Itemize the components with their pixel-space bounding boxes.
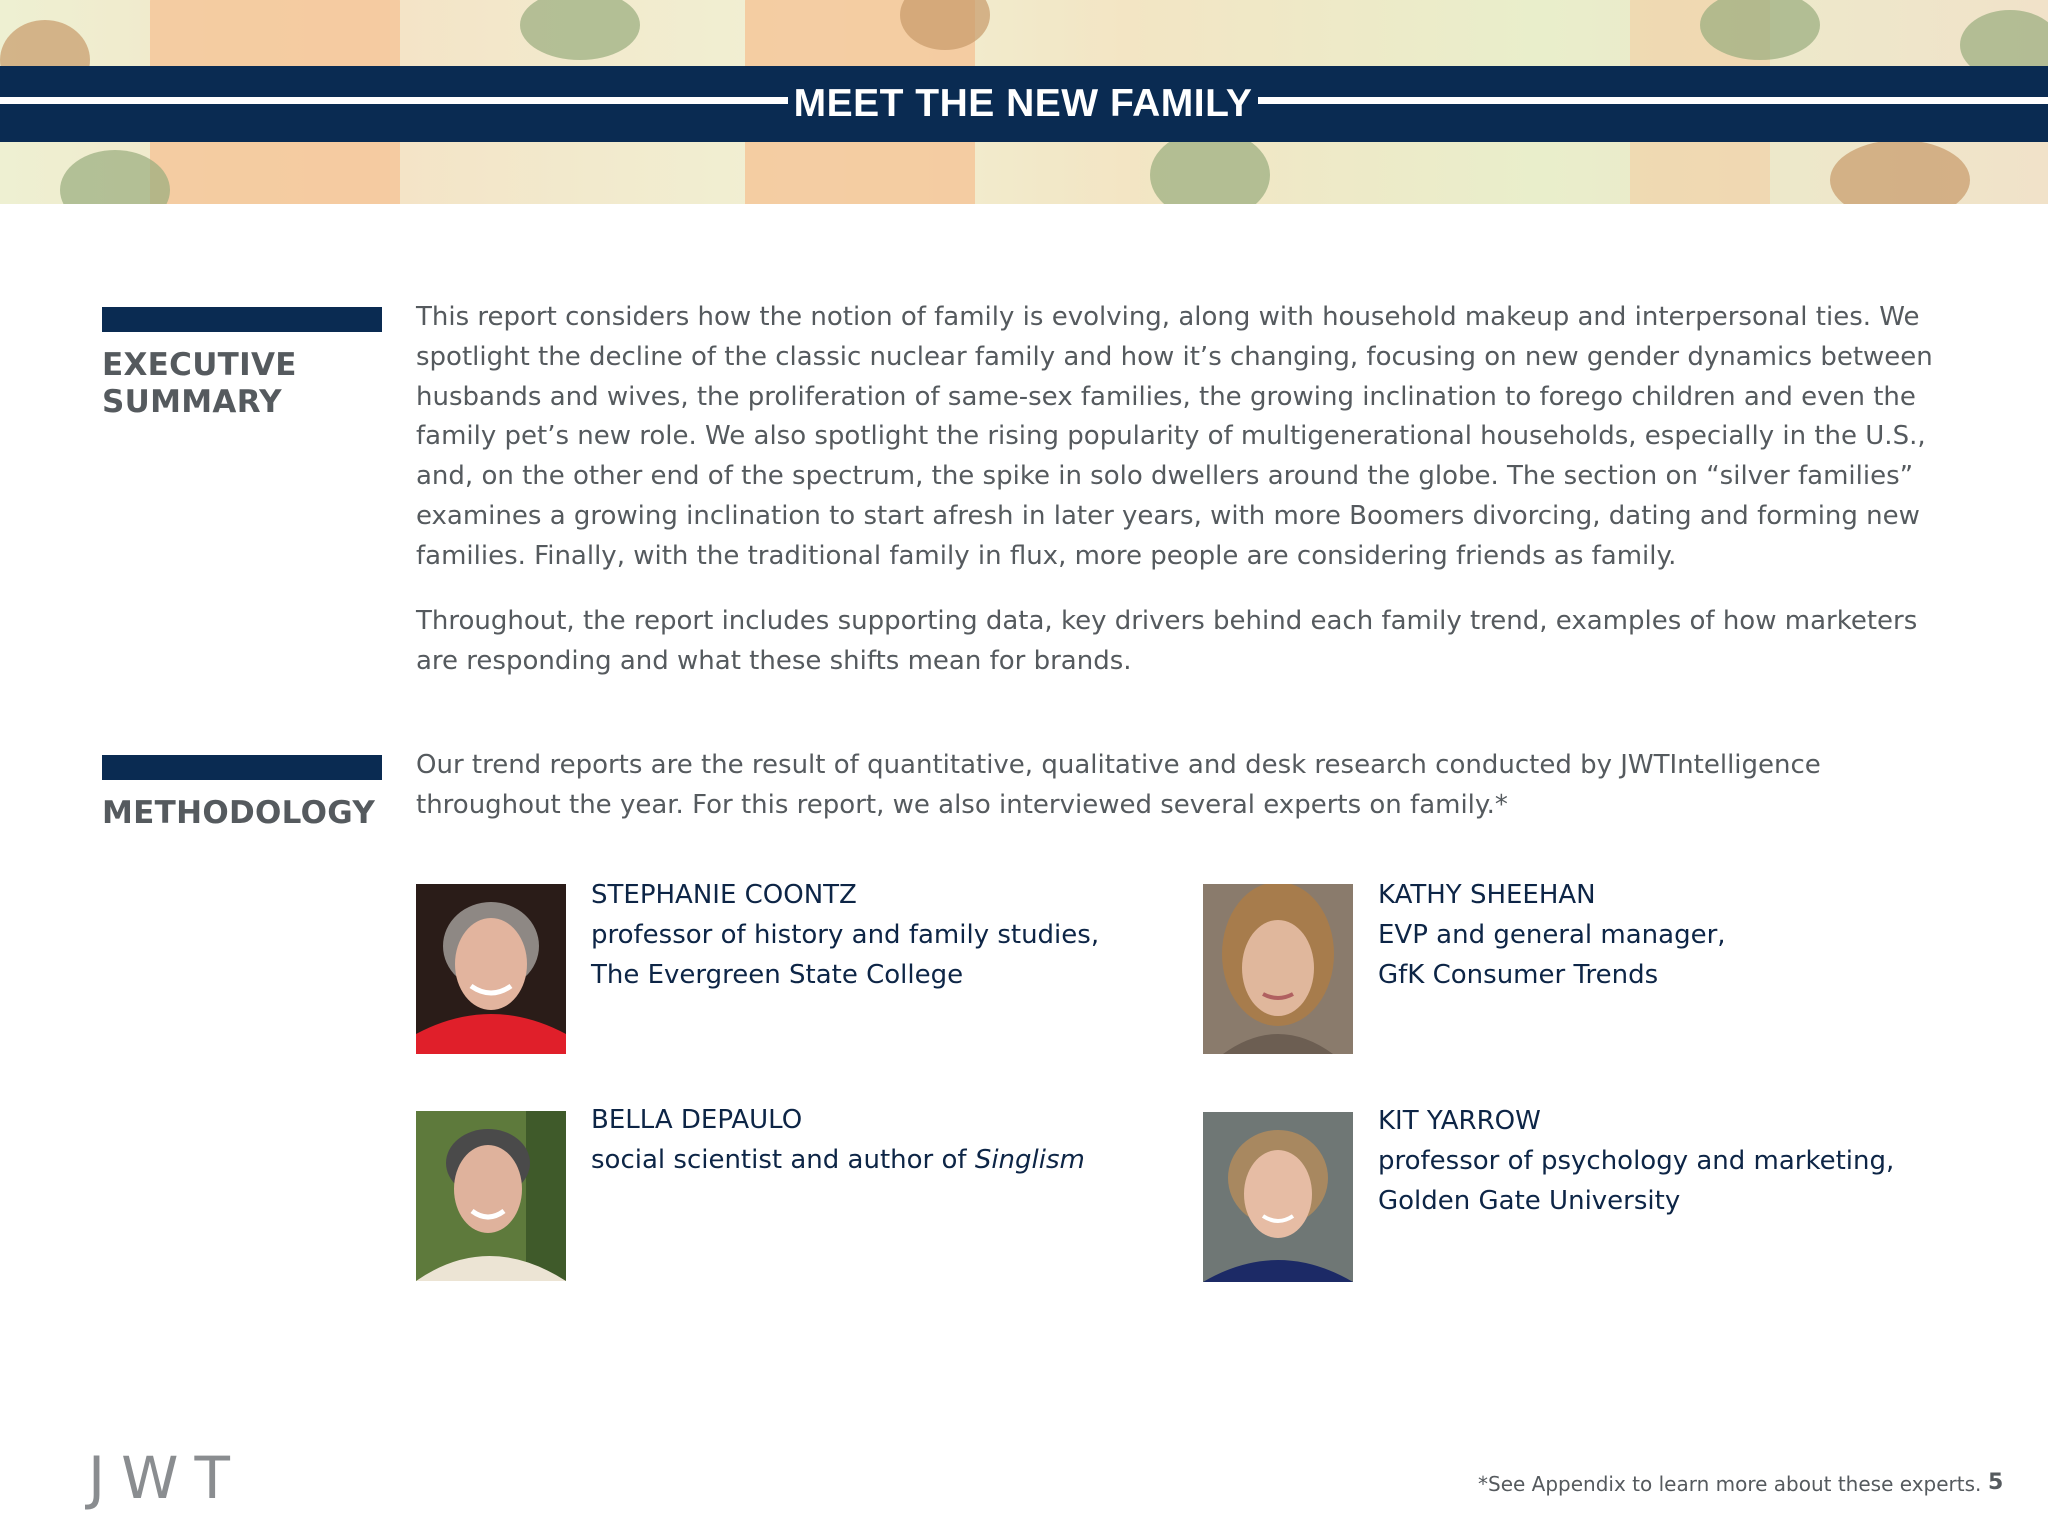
expert-name: STEPHANIE COONTZ: [591, 880, 857, 910]
page-title: MEET THE NEW FAMILY: [793, 82, 1253, 125]
expert-card-kit-yarrow: [1378, 1102, 1998, 1221]
expert-photo-kathy-sheehan: [1203, 884, 1353, 1054]
book-title: Singlism: [974, 1144, 1085, 1175]
methodology-accent-bar: [102, 755, 382, 780]
expert-title: professor of psychology and marketing,: [1378, 1145, 1895, 1176]
expert-photo-bella-depaulo: [416, 1111, 566, 1281]
expert-name: KIT YARROW: [1378, 1106, 1541, 1136]
banner-foliage: [520, 0, 640, 60]
expert-title: EVP and general manager,: [1378, 919, 1726, 950]
jwt-logo: JWT: [88, 1444, 246, 1512]
expert-affiliation: Golden Gate University: [1378, 1185, 1681, 1216]
executive-summary-paragraph-2: Throughout, the report includes supporting data, key drivers behind each family trend, examples of how marketers are responding and what these shifts mean for brands.: [416, 606, 1918, 676]
title-bar: [0, 66, 2048, 142]
executive-summary-accent-bar: [102, 307, 382, 332]
page-number: 5: [1988, 1470, 2004, 1495]
banner-foliage: [1830, 140, 1970, 204]
executive-summary-heading-line1: EXECUTIVE: [102, 347, 297, 383]
expert-title: [591, 1141, 1211, 1181]
executive-summary-heading-line2: SUMMARY: [102, 384, 282, 420]
expert-card-kathy-sheehan: [1378, 876, 1998, 995]
methodology-heading: METHODOLOGY: [102, 795, 376, 831]
executive-summary-paragraph-1: This report considers how the notion of family is evolving, along with household makeup and interpersonal ties. We spotlight the decline of the classic nuclear family and how it’s changing, focusing on new gender dynamics between husbands and wives, the proliferation of same-sex families, the growing inclination to forego children and even the family pet’s new role. We also spotlight the rising popularity of multigenerational households, especially in the U.S., and, on the other end of the spectrum, the spike in solo dwellers around the globe. The section on “silver families” examines a growing inclination to start afresh in later years, with more Boomers divorcing, dating and forming new families. Finally, with the traditional family in flux, more people are considering friends as family.: [416, 302, 1933, 571]
expert-photo-kit-yarrow: [1203, 1112, 1353, 1282]
expert-card-stephanie-coontz: [591, 876, 1211, 995]
expert-card-bella-depaulo: [591, 1101, 1211, 1181]
expert-title-text: social scientist and author of: [591, 1144, 975, 1175]
header-banner: [0, 0, 2048, 204]
expert-affiliation: The Evergreen State College: [591, 959, 964, 990]
title-rule-left: [0, 97, 788, 104]
title-rule-right: [1258, 97, 2048, 104]
expert-name: BELLA DEPAULO: [591, 1105, 803, 1135]
executive-summary-heading: [102, 347, 392, 421]
footnote: *See Appendix to learn more about these experts.: [1478, 1472, 1982, 1496]
expert-photo-stephanie-coontz: [416, 884, 566, 1054]
expert-name: KATHY SHEEHAN: [1378, 880, 1596, 910]
methodology-paragraph: Our trend reports are the result of quantitative, qualitative and desk research conducted by JWTIntelligence throughout the year. For this report, we also interviewed several experts on family.*: [416, 750, 1821, 820]
expert-title: professor of history and family studies,: [591, 919, 1100, 950]
expert-affiliation: GfK Consumer Trends: [1378, 959, 1659, 990]
